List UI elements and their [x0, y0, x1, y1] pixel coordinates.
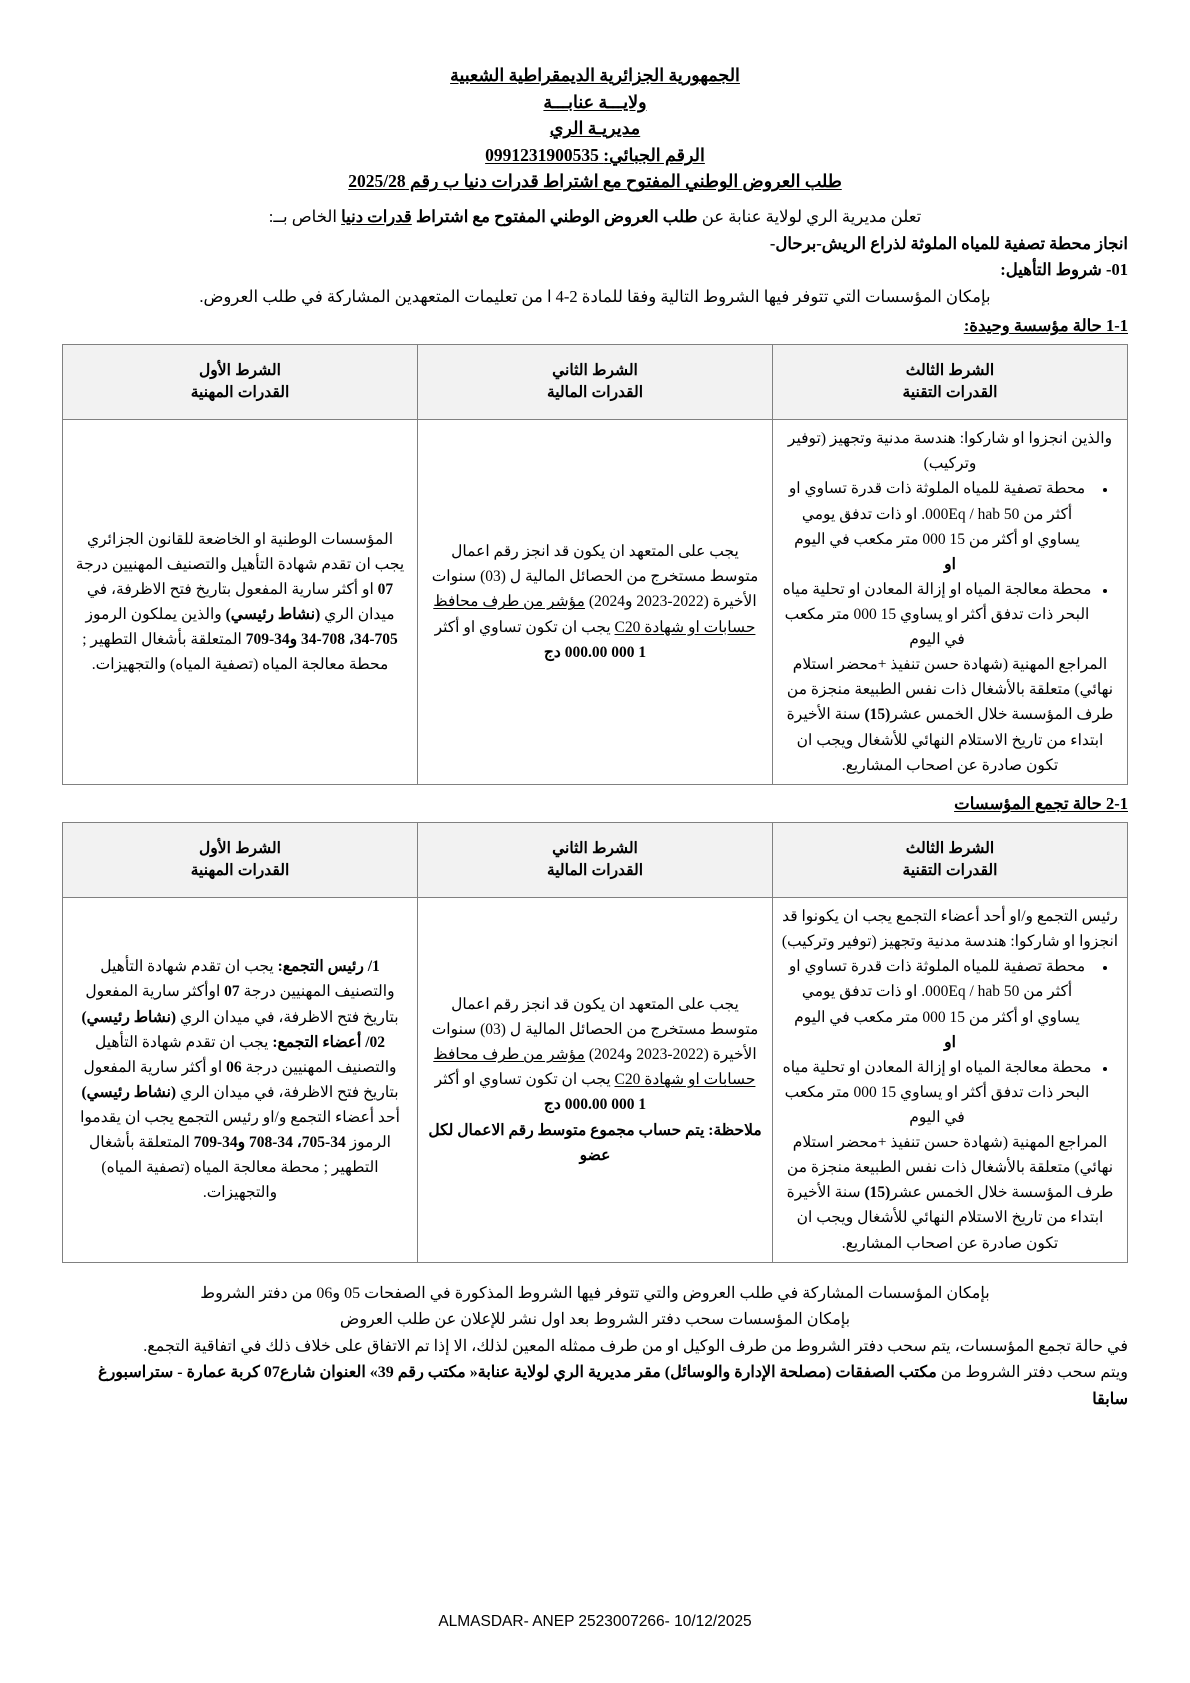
- technical-body: [781, 426, 1119, 778]
- announce-prefix: تعلن مديرية الري لولاية عنابة عن: [697, 206, 922, 226]
- header-technical-title: الشرط الثالث: [905, 839, 995, 857]
- technical-refs-years: (15): [864, 1184, 891, 1202]
- financial-text-b: يجب ان تكون تساوي او أكثر: [434, 618, 615, 636]
- professional-codes-paragraph: [71, 627, 409, 677]
- bottom-note-4: [62, 1360, 1128, 1413]
- technical-or-1: او: [944, 1033, 956, 1051]
- professional-paragraph: [71, 527, 409, 627]
- technical-bullets-2: [781, 1055, 1119, 1130]
- tax-number: 0991231900535: [485, 144, 599, 165]
- conditions-table-single-company: [62, 344, 1128, 785]
- withdrawal-text-a: ويتم سحب دفتر الشروط من: [936, 1364, 1128, 1382]
- header-technical-subtitle: القدرات التقنية: [902, 384, 998, 402]
- professional-codes-rest: المتعلقة بأشغال التطهير ; محطة معالجة المياه (تصفية المياه) والتجهيزات.: [82, 631, 389, 674]
- financial-body: [426, 539, 764, 665]
- document-header: [62, 62, 1128, 195]
- cell-financial-capacities: [418, 420, 773, 785]
- header-technical-capacities: [773, 823, 1128, 898]
- section-title-grouping: [62, 791, 1128, 817]
- header-professional-subtitle: القدرات المهنية: [190, 384, 290, 402]
- bottom-note-2: بإمكان المؤسسات سحب دفتر الشروط بعد اول نشر للإعلان عن طلب العروض: [339, 1311, 851, 1329]
- financial-body: [426, 992, 764, 1168]
- bottom-notes: [62, 1281, 1128, 1414]
- header-financial-title: الشرط الثاني: [552, 839, 638, 857]
- financial-amount: 1 000 000.00 دج: [543, 1096, 647, 1114]
- section-2-text: حالة تجمع المؤسسات: [954, 793, 1102, 813]
- technical-references: [781, 652, 1119, 778]
- document-footer: [0, 1613, 1190, 1631]
- professional-codes: 34-705، 34-708 و34-709: [245, 631, 398, 649]
- technical-bullet-2: • محطة معالجة المياه او إزالة المعادن او تحلية مياه البحر ذات تدفق أكثر او يساوي 15 000 متر مكعب في اليوم: [781, 1055, 1093, 1130]
- section-2-number: 2-1: [1106, 793, 1128, 813]
- bottom-note-1: بإمكان المؤسسات المشاركة في طلب العروض والتي تتوفر فيها الشروط المذكورة في الصفحات 05 و06 من دفتر الشروط: [200, 1284, 990, 1302]
- header-financial-capacities: [418, 823, 773, 898]
- financial-text-underline: مؤشر من طرف محافظ حسابات او شهادة C20: [433, 593, 756, 636]
- header-financial-title: الشرط الثاني: [552, 361, 638, 379]
- technical-bullets-2: [781, 577, 1119, 652]
- technical-bullets: [781, 476, 1119, 551]
- cell-professional-capacities: [63, 898, 418, 1263]
- grouping-codes-text-a: أحد أعضاء التجمع و/او رئيس التجمع يجب ان يقدموا الرموز: [80, 1109, 400, 1152]
- financial-text: [426, 539, 764, 639]
- financial-amount: 1 000 000.00 دج: [543, 643, 647, 661]
- tax-label: الرقم الجبائي:: [603, 144, 705, 165]
- cell-professional-capacities: [63, 420, 418, 785]
- qualification-heading: 01- شروط التأهيل:: [1000, 260, 1128, 280]
- announce-bold: طلب العروض الوطني المفتوح مع اشتراط: [411, 206, 698, 226]
- grouping-leader-activity: (نشاط رئيسي): [81, 1008, 177, 1026]
- header-tax-number-line: [62, 142, 1128, 169]
- header-technical-capacities: [773, 345, 1128, 420]
- section-1-text: حالة مؤسسة وحيدة:: [963, 315, 1102, 335]
- withdrawal-office: مكتب الصفقات (مصلحة الإدارة والوسائل) مقر مديرية الري لولاية عنابة« مكتب رقم 39» العنوان شارع07 كربة عمارة - ستراسبورغ سابقا: [98, 1364, 1128, 1408]
- table-row: [63, 420, 1128, 785]
- announce-suffix: الخاص بــ:: [268, 206, 342, 226]
- header-professional-title: الشرط الأول: [199, 839, 281, 857]
- professional-text-c: والذين يملكون الرموز: [85, 606, 226, 623]
- header-line-republic: الجمهورية الجزائرية الديمقراطية الشعبية: [450, 65, 740, 85]
- grouping-codes-text-b: المتعلقة بأشغال التطهير ; محطة معالجة المياه (تصفية المياه) والتجهيزات.: [89, 1134, 379, 1202]
- grouping-members-paragraph: [71, 1030, 409, 1105]
- table-row: [63, 898, 1128, 1263]
- grouping-members-degree: 06: [226, 1058, 242, 1076]
- header-line-wilaya: ولايـــة عنابـــة: [543, 91, 647, 112]
- conditions-table-grouping: [62, 822, 1128, 1263]
- header-professional-capacities: [63, 823, 418, 898]
- intro-block: [62, 204, 1128, 311]
- project-title: انجاز محطة تصفية للمياه الملوثة لذراع الريش-برحال-: [769, 233, 1128, 253]
- technical-references: [781, 1130, 1119, 1256]
- grouping-codes: 34-705، 34-708 و34-709: [193, 1134, 346, 1152]
- section-1-number: 1-1: [1106, 315, 1128, 335]
- technical-refs-a: المراجع المهنية (شهادة حسن تنفيذ +محضر استلام نهائي) متعلقة بالأشغال ذات نفس الطبيعة منجزة من طرف المؤسسة خلال الخمس عشر: [786, 1134, 1114, 1202]
- header-technical-subtitle: القدرات التقنية: [902, 862, 998, 880]
- header-financial-subtitle: القدرات المالية: [546, 384, 644, 402]
- professional-degree: 07: [377, 580, 394, 598]
- grouping-leader-label: 1/ رئيس التجمع:: [277, 958, 380, 976]
- grouping-leader-text-a: يجب ان تقدم شهادة التأهيل والتصنيف المهنيين درجة: [100, 958, 395, 1001]
- announcement-line: [62, 204, 1128, 231]
- grouping-leader-paragraph: [71, 954, 409, 1029]
- financial-text-b: يجب ان تكون تساوي او أكثر: [434, 1071, 615, 1089]
- technical-refs-b: سنة الأخيرة ابتداء من تاريخ الاستلام النهائي للأشغال ويجب ان تكون صادرة عن اصحاب المشاريع.: [786, 1184, 1104, 1252]
- header-financial-capacities: [418, 345, 773, 420]
- grouping-members-text-a: يجب ان تقدم شهادة التأهيل والتصنيف المهنيين درجة: [94, 1033, 397, 1076]
- technical-bullets: [781, 954, 1119, 1029]
- technical-refs-a: المراجع المهنية (شهادة حسن تنفيذ +محضر استلام نهائي) متعلقة بالأشغال ذات نفس الطبيعة منجزة من طرف المؤسسة خلال الخمس عشر: [786, 656, 1114, 724]
- technical-bullet-2: • محطة معالجة المياه او إزالة المعادن او تحلية مياه البحر ذات تدفق أكثر او يساوي 15 000 متر مكعب في اليوم: [781, 577, 1093, 652]
- table-header-row: [63, 823, 1128, 898]
- grouping-members-text-b: او أكثر سارية المفعول بتاريخ فتح الاظرفة، في ميدان الري: [83, 1058, 399, 1101]
- technical-body: [781, 904, 1119, 1256]
- technical-bullet-1: • محطة تصفية للمياه الملوثة ذات قدرة تساوي او أكثر من 50 000Eq / hab. او ذات تدفق يومي يساوي او أكثر من 15 000 متر مكعب في اليوم: [781, 954, 1093, 1029]
- header-line-directorate: مديريـة الري: [549, 118, 641, 139]
- header-technical-title: الشرط الثالث: [905, 361, 995, 379]
- header-tender-title: طلب العروض الوطني المفتوح مع اشتراط قدرات دنيا ب رقم 2025/28: [348, 171, 842, 192]
- header-financial-subtitle: القدرات المالية: [546, 862, 644, 880]
- technical-refs-b: سنة الأخيرة ابتداء من تاريخ الاستلام النهائي للأشغال ويجب ان تكون صادرة عن اصحاب المشاريع.: [786, 706, 1104, 774]
- bottom-note-3: في حالة تجمع المؤسسات، يتم سحب دفتر الشروط من طرف الوكيل او من طرف ممثله المعين لذلك، الا إذا تم الاتفاق على خلاف ذلك في اتفاقية التجمع.: [143, 1337, 1128, 1355]
- header-professional-subtitle: القدرات المهنية: [190, 862, 290, 880]
- professional-text-a: المؤسسات الوطنية او الخاضعة للقانون الجزائري يجب ان تقدم شهادة التأهيل والتصنيف المهنيين درجة: [75, 530, 405, 573]
- footer-reference: ALMASDAR- ANEP 2523007266- 10/12/2025: [438, 1613, 752, 1630]
- cell-financial-capacities: [418, 898, 773, 1263]
- financial-text-a: يجب على المتعهد ان يكون قد انجز رقم اعمال متوسط مستخرج من الحصائل المالية ل (03) سنوات الأخيرة (2022-2023 و2024): [431, 543, 759, 611]
- technical-intro: والذين انجزوا او شاركوا: هندسة مدنية وتجهيز (توفير وتركيب): [787, 430, 1113, 473]
- financial-text-underline: مؤشر من طرف محافظ حسابات او شهادة C20: [433, 1046, 756, 1089]
- professional-activity: (نشاط رئيسي): [225, 606, 321, 623]
- professional-text-b: او أكثر سارية المفعول بتاريخ فتح الاظرفة، في ميدان الري: [86, 580, 395, 623]
- cell-technical-capacities: [773, 898, 1128, 1263]
- grouping-members-activity: (نشاط رئيسي): [81, 1083, 177, 1101]
- header-professional-title: الشرط الأول: [199, 361, 281, 379]
- technical-bullet-1: • محطة تصفية للمياه الملوثة ذات قدرة تساوي او أكثر من 50 000Eq / hab. او ذات تدفق يومي يساوي او أكثر من 15 000 متر مكعب في اليوم: [781, 476, 1093, 551]
- qualification-text: بإمكان المؤسسات التي تتوفر فيها الشروط التالية وفقا للمادة 2-4 ا من تعليمات المتعهدين المشاركة في طلب العروض.: [199, 287, 991, 307]
- grouping-members-label: 02/ أعضاء التجمع:: [272, 1033, 386, 1051]
- grouping-codes-paragraph: [71, 1105, 409, 1205]
- financial-text-a: يجب على المتعهد ان يكون قد انجز رقم اعمال متوسط مستخرج من الحصائل المالية ل (03) سنوات الأخيرة (2022-2023 و2024): [431, 996, 759, 1064]
- technical-or-1: او: [944, 555, 956, 573]
- professional-body: [71, 954, 409, 1205]
- table-header-row: [63, 345, 1128, 420]
- header-professional-capacities: [63, 345, 418, 420]
- grouping-leader-degree: 07: [224, 983, 240, 1001]
- cell-technical-capacities: [773, 420, 1128, 785]
- financial-note: ملاحظة: يتم حساب مجموع متوسط رقم الاعمال لكل عضو: [428, 1121, 762, 1164]
- financial-text: [426, 992, 764, 1092]
- technical-intro: رئيس التجمع و/او أحد أعضاء التجمع يجب ان يكونوا قد انجزوا او شاركوا: هندسة مدنية وتجهيز (توفير وتركيب): [781, 908, 1119, 951]
- professional-body: [71, 527, 409, 678]
- section-title-single-company: [62, 313, 1128, 339]
- announce-underline: قدرات دنيا: [341, 206, 412, 226]
- grouping-leader-text-b: اوأكثر سارية المفعول بتاريخ فتح الاظرفة، في ميدان الري: [85, 983, 399, 1026]
- technical-refs-years: (15): [864, 706, 891, 724]
